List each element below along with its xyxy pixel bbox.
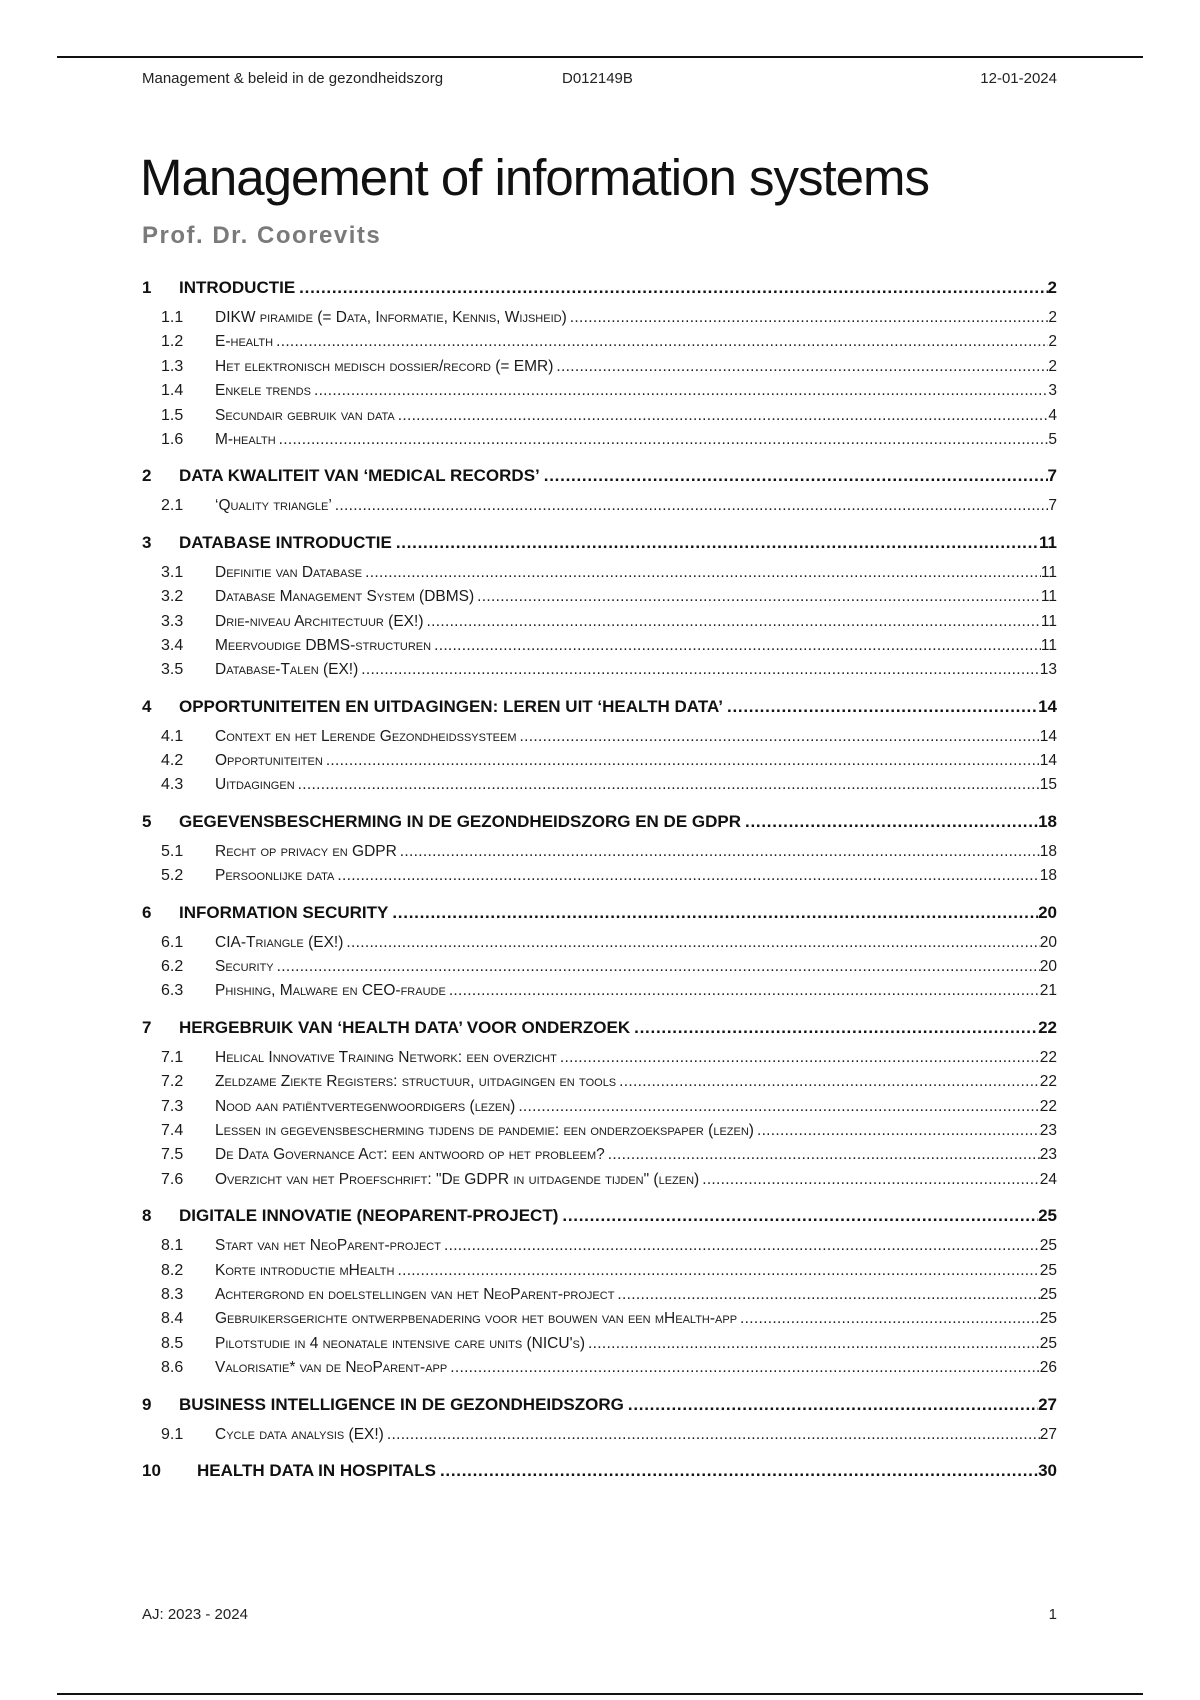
toc-section-number: 1.5 [161, 406, 184, 424]
toc-section-page: 21 [1039, 982, 1057, 1000]
toc-chapter-title: BUSINESS INTELLIGENCE IN DE GEZONDHEIDSZORG [179, 1394, 624, 1414]
toc-section-page: 18 [1039, 867, 1057, 885]
toc-section-page: 3 [1048, 382, 1057, 400]
toc-chapter-title: DATABASE INTRODUCTIE [179, 532, 392, 552]
toc-section-number: 7.5 [161, 1146, 184, 1164]
footer-rule [57, 1693, 1143, 1695]
toc-section[interactable] [142, 1283, 1057, 1307]
toc-section-number: 3.3 [161, 612, 184, 630]
toc-section[interactable] [142, 1143, 1057, 1167]
toc-section-page: 4 [1048, 406, 1057, 424]
toc-dot-leader [450, 1356, 1040, 1380]
toc-chapter-page: 2 [1047, 278, 1057, 297]
toc-section-title: Helical Innovative Training Network: een overzicht [215, 1048, 557, 1066]
toc-section[interactable] [142, 1119, 1057, 1143]
toc-dot-leader [477, 585, 1041, 609]
toc-chapter-title: OPPORTUNITEITEN EN UITDAGINGEN: LEREN UIT ‘HEALTH DATA’ [179, 696, 723, 716]
toc-section[interactable] [142, 404, 1057, 428]
toc-dot-leader [398, 404, 1049, 428]
toc-section[interactable] [142, 749, 1057, 773]
toc-section-title: Phishing, Malware en CEO-fraude [215, 982, 446, 1000]
toc-section-title: Enkele trends [215, 382, 311, 400]
toc-section[interactable] [142, 355, 1057, 379]
toc-chapter-number: 9 [142, 1394, 152, 1414]
toc-section-page: 15 [1039, 776, 1057, 794]
toc-section-title: Database-Talen (EX!) [215, 661, 359, 679]
toc-section-number: 8.4 [161, 1310, 184, 1328]
toc-dot-leader [727, 689, 1038, 725]
toc-section-title: Achtergrond en doelstellingen van het NeoParent-project [215, 1285, 615, 1303]
document-title: Management of information systems [140, 149, 930, 206]
toc-section-number: 7.6 [161, 1170, 184, 1188]
toc-dot-leader [392, 895, 1038, 931]
toc-section-page: 22 [1039, 1048, 1057, 1066]
toc-section-title: Opportuniteiten [215, 752, 323, 770]
toc-dot-leader [326, 749, 1040, 773]
toc-section-page: 25 [1039, 1310, 1057, 1328]
toc-dot-leader [745, 804, 1038, 840]
toc-section-title: De Data Governance Act: een antwoord op het probleem? [215, 1146, 605, 1164]
toc-chapter[interactable] [142, 1198, 1057, 1234]
toc-section-number: 3.2 [161, 588, 184, 606]
toc-section-page: 14 [1039, 727, 1057, 745]
toc-section[interactable] [142, 955, 1057, 979]
toc-section-number: 4.1 [161, 727, 184, 745]
toc-section-title: CIA-Triangle (EX!) [215, 933, 344, 951]
toc-dot-leader [440, 1453, 1038, 1489]
toc-chapter-number: 4 [142, 696, 152, 716]
toc-section-title: Secundair gebruik van data [215, 406, 395, 424]
toc-section-page: 26 [1039, 1359, 1057, 1377]
toc-section[interactable] [142, 1234, 1057, 1258]
toc-chapter-page: 14 [1038, 696, 1057, 716]
toc-section-page: 25 [1039, 1261, 1057, 1279]
toc-section[interactable] [142, 931, 1057, 955]
toc-section-title: Database Management System (DBMS) [215, 588, 475, 606]
toc-chapter-number: 2 [142, 466, 152, 486]
toc-chapter-title: INFORMATION SECURITY [179, 902, 389, 922]
toc-dot-leader [588, 1332, 1040, 1356]
toc-chapter[interactable] [142, 1010, 1057, 1046]
toc-section-number: 1.1 [161, 309, 184, 326]
toc-section[interactable] [142, 840, 1057, 864]
toc-section-number: 1.2 [161, 333, 184, 351]
toc-section-number: 5.2 [161, 867, 184, 885]
toc-section-page: 7 [1048, 497, 1057, 515]
toc-section-page: 23 [1039, 1146, 1057, 1164]
toc-section-number: 6.1 [161, 933, 184, 951]
toc-dot-leader [634, 1010, 1038, 1046]
toc-dot-leader [314, 379, 1048, 403]
toc-section-number: 8.2 [161, 1261, 184, 1279]
footer-page-number: 1 [1048, 1606, 1057, 1623]
toc-chapter-title: DATA KWALITEIT VAN ‘MEDICAL RECORDS’ [179, 466, 540, 486]
toc-dot-leader [335, 494, 1049, 518]
header-course: Management & beleid in de gezondheidszorg [142, 70, 444, 87]
toc-section[interactable] [142, 864, 1057, 888]
toc-section-page: 2 [1048, 309, 1057, 326]
toc-section-title: Context en het Lerende Gezondheidssysteem [215, 727, 517, 745]
toc-section-title: Security [215, 958, 274, 976]
toc-section-page: 2 [1048, 357, 1057, 375]
toc-dot-leader [279, 428, 1049, 452]
toc-section[interactable] [142, 1046, 1057, 1070]
toc-section-page: 24 [1039, 1170, 1057, 1188]
toc-section-title: Cycle data analysis (EX!) [215, 1425, 384, 1443]
toc-dot-leader [702, 1168, 1040, 1192]
toc-chapter-title: GEGEVENSBESCHERMING IN DE GEZONDHEIDSZORG EN DE GDPR [179, 811, 742, 831]
toc-section-page: 18 [1039, 842, 1057, 860]
toc-chapter-page: 27 [1038, 1394, 1057, 1414]
toc-section-page: 25 [1039, 1285, 1057, 1303]
toc-section-number: 2.1 [161, 497, 184, 515]
toc-section-title: Lessen in gegevensbescherming tijdens de pandemie: een onderzoekspaper (lezen) [215, 1121, 754, 1139]
toc-chapter-page: 7 [1047, 466, 1057, 486]
toc-section-title: Drie-niveau Architectuur (EX!) [215, 612, 424, 630]
toc-dot-leader [562, 1198, 1038, 1234]
toc-dot-leader [740, 1307, 1040, 1331]
toc-dot-leader [628, 1387, 1038, 1423]
toc-section-title: Uitdagingen [215, 776, 295, 794]
toc-section[interactable] [142, 330, 1057, 354]
toc-section-number: 3.1 [161, 563, 184, 581]
toc-dot-leader [544, 458, 1048, 494]
toc-section-page: 11 [1040, 588, 1057, 606]
toc-section-page: 22 [1039, 1097, 1057, 1115]
toc-section-title: Zeldzame Ziekte Registers: structuur, uitdagingen en tools [215, 1073, 617, 1091]
toc-section-page: 20 [1039, 933, 1057, 951]
toc-section[interactable] [142, 306, 1057, 330]
toc-chapter-title: DIGITALE INNOVATIE (NEOPARENT-PROJECT) [179, 1206, 559, 1226]
toc-section-number: 4.2 [161, 752, 184, 770]
toc-chapter[interactable] [142, 270, 1057, 306]
toc-section-title: Start van het NeoParent-project [215, 1237, 441, 1255]
toc-chapter-title: INTRODUCTIE [179, 278, 296, 297]
toc-section[interactable] [142, 1168, 1057, 1192]
header-rule [57, 56, 1143, 58]
toc-chapter[interactable] [142, 689, 1057, 725]
toc-chapter[interactable] [142, 1387, 1057, 1423]
toc-dot-leader [520, 725, 1040, 749]
toc-section[interactable] [142, 1423, 1057, 1447]
toc-section-title: M-health [215, 430, 276, 448]
toc-dot-leader [449, 979, 1040, 1003]
toc-section[interactable] [142, 379, 1057, 403]
toc-chapter-page: 25 [1038, 1206, 1057, 1226]
toc-section-title: Valorisatie* van de NeoParent-app [215, 1359, 448, 1377]
toc-section-page: 11 [1040, 563, 1057, 581]
toc-section-number: 1.3 [161, 357, 184, 375]
toc-section[interactable] [142, 585, 1057, 609]
toc-chapter-number: 3 [142, 532, 152, 552]
toc-section-number: 1.4 [161, 382, 184, 400]
toc-section-page: 20 [1039, 958, 1057, 976]
toc-chapter-title: HEALTH DATA IN HOSPITALS [197, 1460, 436, 1480]
toc-section-page: 13 [1039, 661, 1057, 679]
toc-section[interactable] [142, 1259, 1057, 1283]
toc-dot-leader [518, 1095, 1039, 1119]
toc-section-title: Definitie van Database [215, 563, 363, 581]
toc-section-number: 6.2 [161, 958, 184, 976]
toc-chapter-number: 1 [142, 278, 152, 297]
toc-section[interactable] [142, 658, 1057, 682]
toc-dot-leader [346, 931, 1039, 955]
toc-section-number: 6.3 [161, 982, 184, 1000]
toc-section[interactable] [142, 610, 1057, 634]
toc-chapter-number: 7 [142, 1017, 152, 1037]
toc-section-page: 23 [1039, 1121, 1057, 1139]
toc-section-number: 7.4 [161, 1121, 184, 1139]
toc-section-number: 7.1 [161, 1048, 184, 1066]
toc-section-page: 25 [1039, 1237, 1057, 1255]
toc-section[interactable] [142, 1356, 1057, 1380]
toc-section-number: 5.1 [161, 842, 184, 860]
toc-chapter-number: 6 [142, 902, 152, 922]
toc-section-page: 22 [1039, 1073, 1057, 1091]
toc-section[interactable] [142, 428, 1057, 452]
toc-section-number: 3.4 [161, 636, 184, 654]
toc-section-title: Overzicht van het Proefschrift: "De GDPR in uitdagende tijden" (lezen) [215, 1170, 700, 1188]
toc-section-page: 11 [1040, 612, 1057, 630]
toc-dot-leader [608, 1143, 1040, 1167]
toc-dot-leader [361, 658, 1039, 682]
toc-dot-leader [387, 1423, 1040, 1447]
toc-dot-leader [400, 840, 1040, 864]
toc-chapter[interactable] [142, 458, 1057, 494]
toc-chapter-number: 5 [142, 811, 152, 831]
toc-section[interactable] [142, 725, 1057, 749]
toc-dot-leader [570, 306, 1049, 330]
toc-dot-leader [444, 1234, 1040, 1258]
toc-dot-leader [396, 525, 1039, 561]
toc-section-number: 9.1 [161, 1425, 184, 1443]
toc-section[interactable] [142, 1332, 1057, 1356]
toc-section-number: 1.6 [161, 430, 184, 448]
toc-section-number: 7.2 [161, 1073, 184, 1091]
footer-academic-year: AJ: 2023 - 2024 [142, 1606, 248, 1623]
toc-section-number: 8.3 [161, 1285, 184, 1303]
toc-section-number: 4.3 [161, 776, 184, 794]
toc-section-title: Recht op privacy en GDPR [215, 842, 397, 860]
toc-chapter[interactable] [142, 525, 1057, 561]
toc-chapter-page: 11 [1039, 532, 1057, 552]
toc-section-page: 5 [1048, 430, 1057, 448]
toc-section-title: Het elektronisch medisch dossier/record (= EMR) [215, 357, 554, 375]
toc-dot-leader [276, 330, 1048, 354]
toc-section[interactable] [142, 979, 1057, 1003]
toc-section-page: 11 [1040, 636, 1057, 654]
toc-chapter-page: 30 [1038, 1460, 1057, 1480]
toc-section-title: E-health [215, 333, 274, 351]
toc-dot-leader [556, 355, 1048, 379]
toc-dot-leader [434, 634, 1041, 658]
page-header [142, 70, 1057, 94]
toc-chapter[interactable] [142, 895, 1057, 931]
toc-section-title: Persoonlijke data [215, 867, 335, 885]
toc-dot-leader [277, 955, 1040, 979]
toc-dot-leader [299, 270, 1047, 306]
toc-dot-leader [757, 1119, 1040, 1143]
toc-dot-leader [617, 1283, 1039, 1307]
toc-section-number: 8.6 [161, 1359, 184, 1377]
toc-section[interactable] [142, 1095, 1057, 1119]
toc-section-number: 7.3 [161, 1097, 184, 1115]
toc-dot-leader [619, 1070, 1040, 1094]
toc-dot-leader [337, 864, 1039, 888]
toc-section-title: Nood aan patiëntvertegenwoordigers (lezen) [215, 1097, 516, 1115]
toc-chapter[interactable] [142, 804, 1057, 840]
toc-section-page: 14 [1039, 752, 1057, 770]
toc-section-title: ‘Quality triangle’ [215, 497, 332, 515]
toc-section[interactable] [142, 634, 1057, 658]
toc-dot-leader [427, 610, 1041, 634]
toc-chapter-page: 22 [1038, 1017, 1057, 1037]
toc-section-title: Meervoudige DBMS-structuren [215, 636, 432, 654]
toc-section-title: Pilotstudie in 4 neonatale intensive care units (NICU's) [215, 1334, 586, 1352]
toc-chapter-page: 18 [1038, 811, 1057, 831]
toc-chapter[interactable] [142, 1453, 1057, 1489]
toc-section-page: 2 [1048, 333, 1057, 351]
table-of-contents [142, 270, 1057, 1489]
header-code: D012149B [562, 70, 633, 87]
toc-section-title: Korte introductie mHealth [215, 1261, 395, 1279]
toc-dot-leader [560, 1046, 1040, 1070]
toc-chapter-number: 8 [142, 1206, 152, 1226]
toc-section[interactable] [142, 561, 1057, 585]
toc-section[interactable] [142, 1307, 1057, 1331]
toc-section-number: 3.5 [161, 661, 184, 679]
toc-section[interactable] [142, 494, 1057, 518]
toc-section-number: 8.5 [161, 1334, 184, 1352]
toc-chapter-page: 20 [1038, 902, 1057, 922]
toc-section-title: DIKW piramide (= Data, Informatie, Kennis, Wijsheid) [215, 309, 567, 326]
toc-dot-leader [365, 561, 1041, 585]
toc-section-page: 27 [1039, 1425, 1057, 1443]
toc-section-title: Gebruikersgerichte ontwerpbenadering voor het bouwen van een mHealth-app [215, 1310, 738, 1328]
toc-dot-leader [298, 773, 1040, 797]
toc-section[interactable] [142, 773, 1057, 797]
toc-dot-leader [397, 1259, 1039, 1283]
toc-chapter-number: 10 [142, 1460, 161, 1480]
toc-section[interactable] [142, 1070, 1057, 1094]
toc-section-page: 25 [1039, 1334, 1057, 1352]
header-date: 12-01-2024 [980, 70, 1057, 87]
toc-chapter-title: HERGEBRUIK VAN ‘HEALTH DATA’ VOOR ONDERZOEK [179, 1017, 631, 1037]
document-author: Prof. Dr. Coorevits [142, 222, 382, 249]
toc-section-number: 8.1 [161, 1237, 184, 1255]
